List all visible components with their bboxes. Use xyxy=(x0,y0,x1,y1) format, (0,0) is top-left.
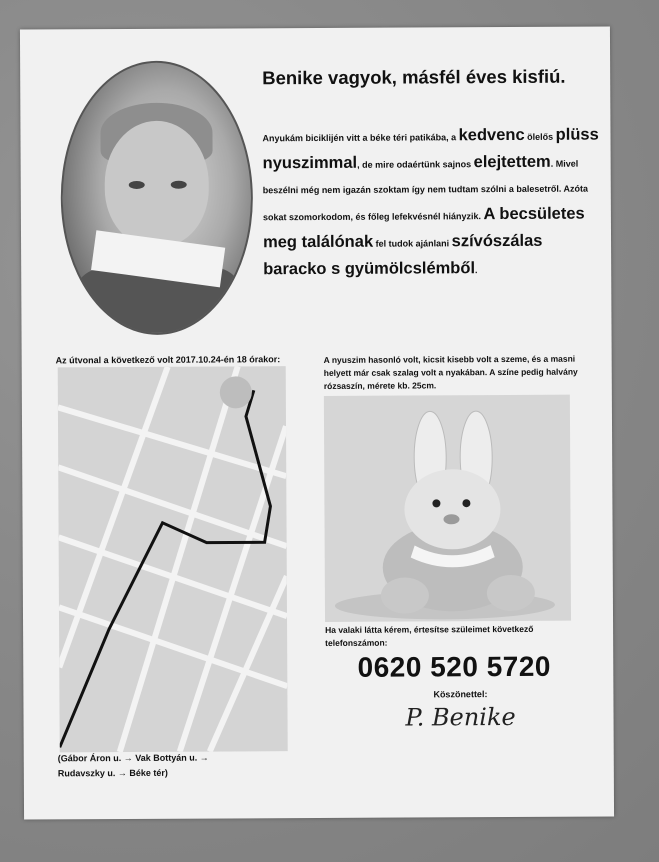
route-title: Az útvonal a következő volt 2017.10.24-én 18 órakor: xyxy=(55,354,281,366)
story-text: Anyukám biciklijén vitt a béke téri patikába, a xyxy=(262,132,459,144)
story-text: , de mire odaértünk sajnos xyxy=(357,159,474,170)
plush-bunny-photo xyxy=(324,395,571,622)
toy-description: A nyuszim hasonló volt, kicsit kisebb volt a szeme, és a masni helyett már csak szalag volt a nyakában. A színe pedig halvány rózsaszín, mérete kb. 25cm. xyxy=(323,353,578,391)
story-emphasis: plüss nyuszimmal xyxy=(262,125,599,173)
phone-number: 0620 520 5720 xyxy=(357,650,552,683)
contact-request: Ha valaki látta kérem, értesítse szüleimet következő telefonszámon: xyxy=(325,623,534,648)
story-emphasis: A becsületes meg találónak xyxy=(263,204,585,252)
story-emphasis: kedvenc xyxy=(458,125,525,145)
story-emphasis: elejtettem xyxy=(473,152,551,172)
story-text: ölelős xyxy=(524,131,556,142)
lost-toy-flyer xyxy=(20,26,614,819)
route-steps: (Gábor Áron u. → Vak Bottyán u. → Rudavszky u. → Béke tér) xyxy=(57,752,209,779)
story-text: fel tudok ajánlani xyxy=(373,238,452,249)
story-text: . Mivel beszélni még nem igazán szoktam így nem tudtam szólni a balesetről. Azóta sokat szomorkodom, és főleg lefekvésnél hiányzik. xyxy=(262,158,589,223)
thanks-text: Köszönettel: xyxy=(433,689,488,700)
flyer-headline: Benike vagyok, másfél éves kisfiú. xyxy=(262,65,566,89)
child-portrait-photo xyxy=(60,60,253,335)
story-paragraph xyxy=(262,123,601,285)
story-emphasis: szívószálas baracko s gyümölcslémből xyxy=(263,231,543,279)
signature: P. Benike xyxy=(405,702,516,732)
story-text: . xyxy=(475,265,478,276)
route-map xyxy=(58,366,288,752)
